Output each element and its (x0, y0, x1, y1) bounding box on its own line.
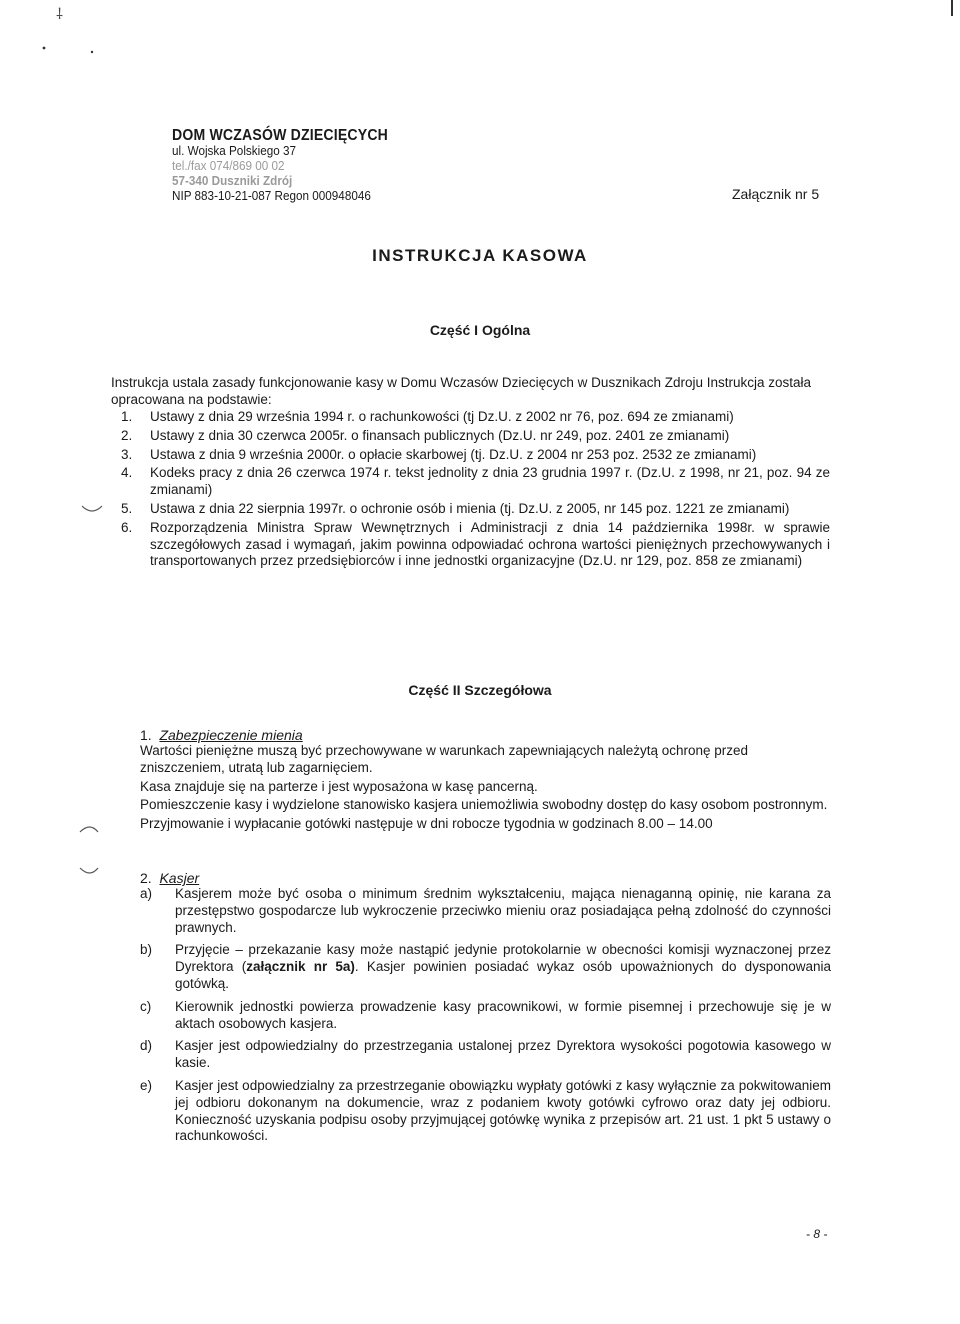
cashier-rule-text: . Kasjer powinien posiadać wykaz osób upoważnionych do dysponowania gotówką. (175, 959, 831, 991)
stamp-nip: NIP 883-10-21-087 Regon 000948046 (172, 188, 371, 203)
attachment-reference: załącznik nr 5a) (246, 959, 355, 975)
cashier-rule-text: Kasjer jest odpowiedzialny do przestrzegania ustalonej przez Dyrektora wysokości pogotowia kasowego w kasie. (175, 1038, 831, 1071)
stamp-title: DOM WCZASÓW DZIECIĘCYCH (172, 127, 389, 144)
legal-basis-item (111, 465, 830, 499)
legal-basis-item (111, 409, 830, 426)
section2-title: Kasjer (159, 870, 200, 886)
cashier-rule-letter: c) (140, 998, 152, 1014)
legal-basis-number: 5. (121, 500, 133, 516)
cashier-rule-text: Przyjęcie – przekazanie kasy może nastąpić jedynie protokolarnie w obecności komisji wyznaczonej przez Dyrektora ( (175, 942, 831, 975)
legal-basis-number: 1. (121, 409, 133, 424)
cashier-rule-item (140, 1038, 831, 1072)
section1-number: 1. (140, 727, 152, 743)
cashier-rule-letter: b) (140, 942, 153, 958)
legal-basis-number: 6. (121, 519, 133, 535)
cashier-rule-text: Kasjerem może być osoba o minimum średnim wykształceniu, mająca nienaganną opinię, nie karana za przestępstwo gospodarcze lub wykroczenie przeciwko mieniu oraz posiadająca pełną zdolność do czynności prawnych. (175, 886, 831, 935)
attachment-label: Załącznik nr 5 (732, 186, 820, 202)
scan-edge-mark (930, 0, 960, 20)
section1-paragraph: Pomieszczenie kasy i wydzielone stanowisko kasjera uniemożliwia swobodny dostęp do kasy osobom postronnym. (140, 797, 828, 813)
cashier-rule-item (140, 1078, 831, 1145)
legal-basis-number: 2. (121, 427, 133, 443)
section2-heading (140, 870, 199, 886)
legal-basis-number: 4. (121, 465, 133, 481)
section1-paragraph: Przyjmowanie i wypłacanie gotówki następuje w dni robocze tygodnia w godzinach 8.00 – 14.00 (140, 816, 713, 832)
legal-basis-text: Ustawa z dnia 22 sierpnia 1997r. o ochronie osób i mienia (tj. Dz.U. z 2005, nr 145 poz. 1221 ze zmianami) (150, 500, 790, 516)
stamp-tel: tel./fax 074/869 00 02 (172, 158, 285, 173)
legal-basis-item (111, 428, 830, 445)
hole-punch-mark (78, 500, 108, 520)
legal-basis-text: Ustawy z dnia 30 czerwca 2005r. o finansach publicznych (Dz.U. nr 249, poz. 2401 ze zmianami) (150, 427, 730, 443)
page-number: - 8 - (806, 1227, 828, 1241)
legal-basis-item (111, 447, 830, 464)
stamp-postal: 57-340 Duszniki Zdrój (172, 173, 293, 188)
legal-basis-number: 3. (121, 446, 133, 462)
part1-intro: Instrukcja ustala zasady funkcjonowanie kasy w Domu Wczasów Dziecięcych w Dusznikach Zdroju Instrukcja została opracowana na podstawie: (111, 375, 812, 407)
scan-speck (40, 40, 100, 60)
institution-stamp (172, 128, 417, 203)
stamp-street: ul. Wojska Polskiego 37 (172, 143, 297, 158)
section1-paragraph: Kasa znajduje się na parterze i jest wyposażona w kasę pancerną. (140, 778, 538, 794)
legal-basis-text: Rozporządzenia Ministra Spraw Wewnętrznych i Administracji z dnia 14 października 1998r. w sprawie szczegółowych zasad i wymagań, jakim powinna odpowiadać ochrona wartości pieniężnych przechowywanych i transportowanych przez przedsiębiorców i inne jednostki organizacyjne (Dz.U. nr 129, poz. 858 ze zmianami) (150, 519, 830, 569)
cashier-rule-item (140, 942, 831, 992)
legal-basis-text: Ustawy z dnia 29 września 1994 r. o rachunkowości (tj Dz.U. z 2002 nr 76, poz. 694 ze zmianami) (150, 409, 734, 424)
section1-paragraph: Wartości pieniężne muszą być przechowywane w warunkach zapewniających należytą ochronę przed zniszczeniem, utratą lub zagarnięciem. (140, 743, 749, 775)
hole-punch-mark (76, 818, 106, 878)
legal-basis-text: Ustawa z dnia 9 września 2000r. o opłacie skarbowej (tj. Dz.U. z 2004 nr 253 poz. 2532 ze zmianami) (150, 446, 757, 462)
cashier-rule-letter: e) (140, 1077, 153, 1093)
cashier-rule-text: Kasjer jest odpowiedzialny za przestrzeganie obowiązku wypłaty gotówki z kasy wyłącznie za pokwitowaniem jej odbioru dokonanym na dokumencie, wraz z podaniem kwoty gotówki cyfrowo oraz daty jej odbioru. Konieczność uzyskania podpisu osoby przyjmującej gotówkę wynika z przepisów art. 21 ust. 1 pkt 5 ustawy o rachunkowości. (175, 1077, 831, 1144)
cashier-rule-text: Kierownik jednostki powierza prowadzenie kasy pracownikowi, w formie pisemnej i przechowuje się je w aktach osobowych kasjera. (175, 998, 831, 1031)
cashier-rule-item (140, 999, 831, 1033)
cashier-rule-item (140, 886, 831, 936)
section2-number: 2. (140, 870, 152, 886)
section1-heading (140, 727, 303, 743)
cashier-rules-list (140, 886, 831, 1151)
section1-title: Zabezpieczenie mienia (159, 727, 303, 743)
scan-mark: ⸸ (56, 6, 64, 23)
document-title: INSTRUKCJA KASOWA (372, 246, 588, 265)
legal-basis-text: Kodeks pracy z dnia 26 czerwca 1974 r. tekst jednolity z dnia 23 grudnia 1997 r. (Dz.U. z 1998, nr 21, poz. 94 ze zmianami) (150, 465, 830, 498)
part1-heading: Część I Ogólna (429, 322, 531, 338)
legal-basis-list (111, 409, 830, 572)
section1-body (140, 743, 832, 835)
legal-basis-item (111, 520, 830, 570)
cashier-rule-letter: d) (140, 1038, 153, 1054)
legal-basis-item (111, 501, 830, 518)
part2-heading: Część II Szczegółowa (408, 682, 552, 698)
cashier-rule-letter: a) (140, 886, 153, 901)
